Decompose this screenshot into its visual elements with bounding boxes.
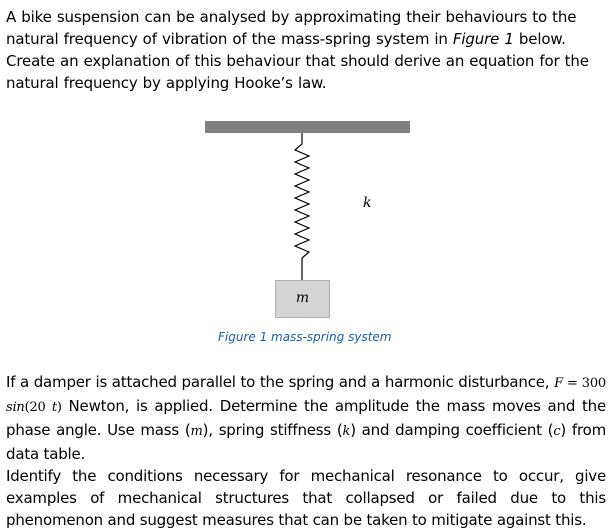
intro-line-2-text: natural frequency of vibration of the mass-spring system in	[6, 30, 453, 48]
intro-line-3: Create an explanation of this behaviour that should derive an equation for the	[6, 52, 589, 70]
question-text-b: Newton, is applied. Determine the amplitude the mass moves and the phase angle. Use mass (	[6, 397, 606, 439]
spring-stiffness-label: k	[363, 195, 372, 211]
question-text-a: If a damper is attached parallel to the spring and a harmonic disturbance,	[6, 373, 555, 391]
question-text	[6, 371, 606, 531]
question-text-c: ), spring stiffness (	[202, 421, 343, 439]
time-symbol: t	[51, 400, 57, 415]
sine-function: sin	[6, 400, 25, 415]
figure-reference: Figure 1	[452, 30, 514, 48]
figure-caption: Figure 1 mass-spring system	[218, 330, 392, 344]
force-symbol: F	[554, 376, 563, 391]
spring-coil	[295, 133, 309, 280]
intro-line-2-end: below.	[513, 30, 566, 48]
intro-line-4: natural frequency by applying Hooke’s law.	[6, 74, 327, 92]
question-text-e: ) from data table.	[6, 421, 606, 463]
resonance-question-paragraph: Identify the conditions necessary for mechanical resonance to occur, give examples of mechanical structures that collapsed or failed due to this phenomenon and suggest measures that can be taken to mitigate against this.	[6, 467, 606, 529]
question-text-d: ) and damping coefficient (	[350, 421, 554, 439]
damper-question-paragraph	[6, 371, 606, 465]
mass-spring-figure	[200, 118, 420, 350]
intro-line-2	[6, 28, 606, 50]
stiffness-symbol: k	[342, 424, 351, 439]
mass-block	[275, 280, 330, 318]
close-paren: )	[56, 400, 62, 415]
damping-symbol: c	[553, 424, 561, 439]
mass-label: m	[295, 290, 310, 306]
force-amplitude: 300	[581, 376, 606, 391]
force-argument: (20	[24, 400, 52, 415]
equals-sign: =	[562, 376, 582, 391]
intro-paragraph	[6, 6, 606, 94]
mass-symbol: m	[190, 424, 203, 439]
intro-line-1: A bike suspension can be analysed by approximating their behaviours to the	[6, 8, 577, 26]
